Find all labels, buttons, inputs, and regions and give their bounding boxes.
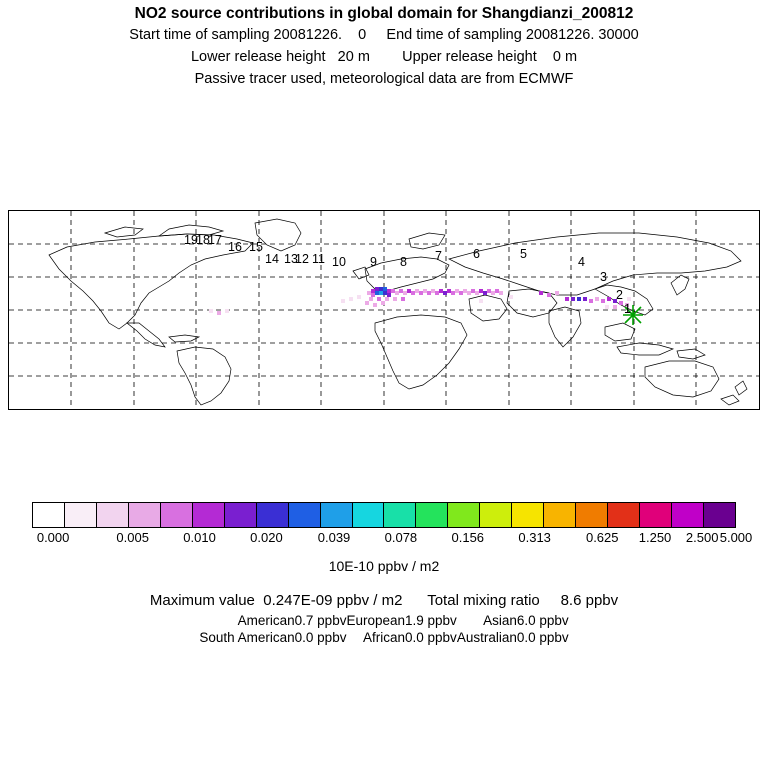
sampling-time-line: Start time of sampling 20081226. 0 End time of sampling 20081226. 30000 [129,27,639,43]
colorbar-swatch [65,503,97,527]
colorbar-tick: 0.313 [518,530,551,545]
colorbar-unit-label: 10E-10 ppbv / m2 [328,558,440,574]
table-row [199,612,568,629]
map-svg [9,211,759,409]
colorbar-tick: 0.078 [384,530,418,545]
region-label-2: 2 [616,288,623,302]
colorbar-swatch [608,503,640,527]
region-label-16: 16 [228,240,242,254]
colorbar-swatch [672,503,704,527]
figure-footer [0,590,768,646]
region-label-7: 7 [435,249,442,263]
region-label-14: 14 [265,252,279,266]
colorbar-swatch [704,503,735,527]
figure-header [0,0,768,90]
colorbar-swatch [384,503,416,527]
region-name: African [362,630,406,645]
region-value: 0.7 ppbv [294,613,347,628]
map-gridlines [9,211,759,409]
colorbar-swatch [321,503,353,527]
region-label-9: 9 [370,255,377,269]
region-label-1: 1 [624,302,631,316]
colorbar-tick: 0.039 [317,530,351,545]
region-label-10: 10 [332,255,346,269]
colorbar-swatch [225,503,257,527]
colorbar-tick: 2.500 [685,530,719,545]
region-label-13: 13 [284,252,298,266]
region-label-12: 12 [295,252,309,266]
summary-line: Maximum value 0.247E-09 ppbv / m2 Total mixing ratio 8.6 ppbv [149,592,619,609]
region-name: South American [199,630,295,645]
region-value: 1.9 ppbv [405,613,457,628]
region-name: Asian [483,613,517,628]
concentration-field [209,287,631,315]
region-label-19: 19 [184,233,198,247]
colorbar-swatch [416,503,448,527]
region-label-11: 11 [312,252,325,266]
page-title: NO2 source contributions in global domain for Shangdianzi_200812 [134,5,634,22]
region-label-6: 6 [473,247,480,261]
colorbar-swatch [161,503,193,527]
table-row [199,629,568,646]
region-name: European [346,613,406,628]
colorbar-swatch [33,503,65,527]
region-label-3: 3 [600,270,607,284]
colorbar-swatch [129,503,161,527]
colorbar-tick: 0.625 [585,530,619,545]
colorbar-tick: 0.010 [183,530,216,545]
region-value: 0.0 ppbv [516,630,569,645]
tracer-meteo-line: Passive tracer used, meteorological data are from ECMWF [194,71,574,87]
region-name: American [237,613,295,628]
region-name: Australian [456,630,517,645]
colorbar-tick: 0.020 [250,530,283,545]
colorbar-swatch [193,503,225,527]
colorbar-tick: 0.000 [36,530,70,545]
colorbar-swatch [97,503,129,527]
colorbar [32,502,753,545]
region-label-15: 15 [249,240,263,254]
colorbar-swatch [640,503,672,527]
region-label-5: 5 [520,247,527,261]
colorbar-swatch [544,503,576,527]
colorbar-swatch [257,503,289,527]
colorbar-tick: 5.000 [719,530,753,545]
colorbar-tick: 1.250 [638,530,672,545]
colorbar-swatch [512,503,544,527]
colorbar-swatch [448,503,480,527]
colorbar-swatch [289,503,321,527]
colorbar-swatch [480,503,512,527]
contribution-table [199,612,568,646]
region-value: 0.0 ppbv [294,630,347,645]
colorbar-tick-labels [32,530,753,546]
region-label-17: 17 [208,233,222,247]
colorbar-tick: 0.156 [451,530,485,545]
region-value: 6.0 ppbv [516,613,569,628]
world-map-panel [8,210,760,410]
colorbar-swatch [576,503,608,527]
region-label-4: 4 [578,255,585,269]
colorbar-tick: 0.005 [116,530,149,545]
colorbar-swatch [353,503,385,527]
release-height-line: Lower release height 20 m Upper release height 0 m [190,49,578,65]
region-label-18: 18 [196,233,210,247]
colorbar-swatches [32,502,736,528]
region-label-8: 8 [400,255,407,269]
map-coastlines [49,219,747,405]
region-value: 0.0 ppbv [405,630,457,645]
